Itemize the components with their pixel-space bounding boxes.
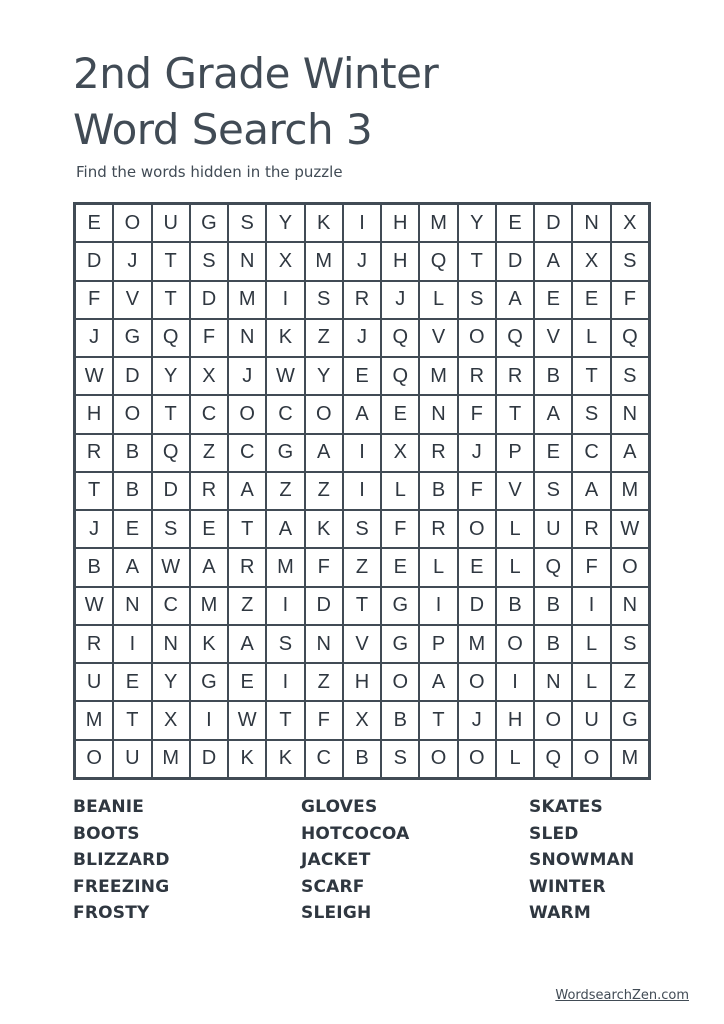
- grid-cell[interactable]: B: [535, 588, 571, 624]
- grid-cell[interactable]: U: [114, 741, 150, 777]
- word-item: WARM: [529, 903, 591, 923]
- grid-cell[interactable]: B: [535, 626, 571, 662]
- grid-cell[interactable]: V: [420, 320, 456, 356]
- grid-cell[interactable]: I: [114, 626, 150, 662]
- grid-cell[interactable]: H: [76, 396, 112, 432]
- grid-cell[interactable]: S: [535, 473, 571, 509]
- grid-cell[interactable]: O: [382, 664, 418, 700]
- grid-cell[interactable]: H: [497, 702, 533, 738]
- grid-cell[interactable]: S: [306, 282, 342, 318]
- grid-cell[interactable]: X: [153, 702, 189, 738]
- grid-cell[interactable]: X: [382, 435, 418, 471]
- grid-cell[interactable]: F: [612, 282, 648, 318]
- grid-cell[interactable]: M: [420, 358, 456, 394]
- grid-cell[interactable]: E: [459, 549, 495, 585]
- grid-cell[interactable]: V: [535, 320, 571, 356]
- grid-cell[interactable]: O: [497, 626, 533, 662]
- grid-cell[interactable]: H: [344, 664, 380, 700]
- grid-cell[interactable]: S: [267, 626, 303, 662]
- grid-cell[interactable]: I: [344, 205, 380, 241]
- grid-cell[interactable]: I: [344, 435, 380, 471]
- grid-cell[interactable]: G: [114, 320, 150, 356]
- grid-cell[interactable]: L: [497, 741, 533, 777]
- grid-cell[interactable]: A: [114, 549, 150, 585]
- grid-cell[interactable]: V: [497, 473, 533, 509]
- grid-cell[interactable]: B: [535, 358, 571, 394]
- grid-cell[interactable]: A: [229, 626, 265, 662]
- grid-cell[interactable]: A: [535, 396, 571, 432]
- grid-cell[interactable]: J: [459, 702, 495, 738]
- word-item: JACKET: [301, 850, 371, 870]
- grid-cell[interactable]: Q: [382, 358, 418, 394]
- grid-cell[interactable]: A: [535, 243, 571, 279]
- grid-cell[interactable]: U: [573, 702, 609, 738]
- grid-cell[interactable]: Q: [153, 435, 189, 471]
- grid-cell[interactable]: Q: [420, 243, 456, 279]
- grid-cell[interactable]: O: [114, 396, 150, 432]
- grid-cell[interactable]: S: [229, 205, 265, 241]
- grid-cell[interactable]: R: [229, 549, 265, 585]
- grid-cell[interactable]: Y: [306, 358, 342, 394]
- grid-cell[interactable]: X: [573, 243, 609, 279]
- grid-cell[interactable]: O: [612, 549, 648, 585]
- grid-cell[interactable]: C: [229, 435, 265, 471]
- grid-cell[interactable]: D: [191, 282, 227, 318]
- grid-cell[interactable]: C: [153, 588, 189, 624]
- grid-cell[interactable]: W: [612, 511, 648, 547]
- grid-cell[interactable]: F: [459, 473, 495, 509]
- grid-cell[interactable]: D: [153, 473, 189, 509]
- grid-cell[interactable]: Q: [497, 320, 533, 356]
- grid-cell[interactable]: D: [497, 243, 533, 279]
- grid-cell[interactable]: W: [153, 549, 189, 585]
- grid-cell[interactable]: J: [229, 358, 265, 394]
- title-line-2: Word Search 3: [73, 105, 373, 154]
- grid-cell[interactable]: Y: [267, 205, 303, 241]
- grid-cell[interactable]: A: [344, 396, 380, 432]
- grid-cell[interactable]: F: [306, 549, 342, 585]
- grid-cell[interactable]: T: [497, 396, 533, 432]
- grid-cell[interactable]: X: [191, 358, 227, 394]
- grid-cell[interactable]: S: [612, 243, 648, 279]
- grid-cell[interactable]: L: [497, 549, 533, 585]
- grid-cell[interactable]: A: [497, 282, 533, 318]
- grid-cell[interactable]: W: [76, 588, 112, 624]
- grid-cell[interactable]: E: [573, 282, 609, 318]
- grid-cell[interactable]: J: [344, 320, 380, 356]
- grid-cell[interactable]: E: [382, 396, 418, 432]
- grid-cell[interactable]: A: [229, 473, 265, 509]
- grid-cell[interactable]: L: [420, 549, 456, 585]
- grid-cell[interactable]: Z: [267, 473, 303, 509]
- grid-cell[interactable]: H: [382, 243, 418, 279]
- grid-cell[interactable]: F: [459, 396, 495, 432]
- word-list: [73, 794, 673, 934]
- grid-cell[interactable]: U: [76, 664, 112, 700]
- grid-cell[interactable]: J: [344, 243, 380, 279]
- subtitle: Find the words hidden in the puzzle: [76, 163, 343, 181]
- grid-cell[interactable]: T: [114, 702, 150, 738]
- grid-cell[interactable]: A: [306, 435, 342, 471]
- grid-cell[interactable]: V: [344, 626, 380, 662]
- website-link[interactable]: WordsearchZen.com: [555, 988, 689, 1003]
- grid-cell[interactable]: T: [153, 396, 189, 432]
- grid-cell[interactable]: D: [459, 588, 495, 624]
- page-title: [73, 46, 673, 158]
- word-item: HOTCOCOA: [301, 823, 410, 844]
- grid-cell[interactable]: J: [76, 320, 112, 356]
- grid-cell[interactable]: U: [535, 511, 571, 547]
- word-item: SLEIGH: [301, 903, 372, 923]
- grid-cell[interactable]: C: [267, 396, 303, 432]
- grid-cell[interactable]: E: [114, 511, 150, 547]
- grid-cell[interactable]: E: [191, 511, 227, 547]
- grid-cell[interactable]: I: [267, 588, 303, 624]
- grid-cell[interactable]: D: [191, 741, 227, 777]
- grid-cell[interactable]: Y: [459, 205, 495, 241]
- grid-cell[interactable]: B: [76, 549, 112, 585]
- grid-cell[interactable]: E: [344, 358, 380, 394]
- grid-cell[interactable]: B: [420, 473, 456, 509]
- grid-cell[interactable]: K: [191, 626, 227, 662]
- grid-cell[interactable]: N: [114, 588, 150, 624]
- grid-cell[interactable]: R: [76, 626, 112, 662]
- grid-cell[interactable]: B: [382, 702, 418, 738]
- grid-cell[interactable]: S: [459, 282, 495, 318]
- grid-cell[interactable]: O: [459, 664, 495, 700]
- grid-cell[interactable]: I: [573, 588, 609, 624]
- grid-cell[interactable]: W: [267, 358, 303, 394]
- grid-cell[interactable]: K: [267, 320, 303, 356]
- grid-cell[interactable]: O: [420, 741, 456, 777]
- grid-cell[interactable]: Y: [153, 358, 189, 394]
- grid-cell[interactable]: E: [535, 282, 571, 318]
- grid-cell[interactable]: B: [114, 473, 150, 509]
- grid-cell[interactable]: N: [612, 396, 648, 432]
- grid-cell[interactable]: D: [114, 358, 150, 394]
- grid-cell[interactable]: C: [573, 435, 609, 471]
- grid-cell[interactable]: K: [267, 741, 303, 777]
- word-column-2: [301, 794, 409, 927]
- grid-cell[interactable]: T: [229, 511, 265, 547]
- grid-cell[interactable]: R: [191, 473, 227, 509]
- grid-cell[interactable]: O: [459, 320, 495, 356]
- grid-cell[interactable]: N: [573, 205, 609, 241]
- grid-cell[interactable]: E: [229, 664, 265, 700]
- grid-cell[interactable]: M: [612, 741, 648, 777]
- grid-cell[interactable]: R: [497, 358, 533, 394]
- grid-cell[interactable]: B: [497, 588, 533, 624]
- grid-cell[interactable]: D: [306, 588, 342, 624]
- grid-cell[interactable]: T: [344, 588, 380, 624]
- grid-cell[interactable]: N: [229, 243, 265, 279]
- grid-cell[interactable]: M: [267, 549, 303, 585]
- grid-cell[interactable]: I: [497, 664, 533, 700]
- grid-cell[interactable]: G: [191, 205, 227, 241]
- grid-cell[interactable]: M: [306, 243, 342, 279]
- grid-cell[interactable]: N: [229, 320, 265, 356]
- grid-cell[interactable]: K: [229, 741, 265, 777]
- grid-cell[interactable]: B: [344, 741, 380, 777]
- grid-cell[interactable]: Q: [612, 320, 648, 356]
- grid-cell[interactable]: Y: [153, 664, 189, 700]
- grid-cell[interactable]: D: [76, 243, 112, 279]
- grid-cell[interactable]: E: [114, 664, 150, 700]
- grid-cell[interactable]: Q: [535, 741, 571, 777]
- grid-cell[interactable]: Q: [535, 549, 571, 585]
- grid-cell[interactable]: T: [573, 358, 609, 394]
- word-item: SCARF: [301, 876, 365, 897]
- grid-cell[interactable]: J: [76, 511, 112, 547]
- grid-cell[interactable]: I: [267, 282, 303, 318]
- word-item: FREEZING: [73, 876, 170, 897]
- grid-cell[interactable]: Z: [612, 664, 648, 700]
- grid-cell[interactable]: G: [267, 435, 303, 471]
- word-item: SNOWMAN: [529, 850, 635, 870]
- grid-cell[interactable]: P: [420, 626, 456, 662]
- grid-cell[interactable]: N: [612, 588, 648, 624]
- grid-cell[interactable]: L: [382, 473, 418, 509]
- grid-cell[interactable]: O: [306, 396, 342, 432]
- grid-cell[interactable]: K: [306, 205, 342, 241]
- grid-cell[interactable]: T: [459, 243, 495, 279]
- grid-cell[interactable]: Z: [306, 473, 342, 509]
- grid-cell[interactable]: J: [382, 282, 418, 318]
- title-line-1: 2nd Grade Winter: [73, 49, 439, 98]
- word-item: SLED: [529, 823, 579, 844]
- grid-cell[interactable]: O: [229, 396, 265, 432]
- grid-cell[interactable]: I: [344, 473, 380, 509]
- grid-cell[interactable]: N: [306, 626, 342, 662]
- grid-cell[interactable]: R: [459, 358, 495, 394]
- grid-cell[interactable]: S: [191, 243, 227, 279]
- grid-cell[interactable]: F: [382, 511, 418, 547]
- word-item: BOOTS: [73, 823, 140, 844]
- grid-cell[interactable]: M: [76, 702, 112, 738]
- grid-cell[interactable]: F: [76, 282, 112, 318]
- grid-cell[interactable]: M: [153, 741, 189, 777]
- word-item: GLOVES: [301, 797, 378, 817]
- grid-cell[interactable]: E: [535, 435, 571, 471]
- grid-cell[interactable]: A: [420, 664, 456, 700]
- grid-cell[interactable]: K: [306, 511, 342, 547]
- grid-cell[interactable]: O: [76, 741, 112, 777]
- grid-cell[interactable]: F: [306, 702, 342, 738]
- grid-cell[interactable]: R: [344, 282, 380, 318]
- grid-cell[interactable]: L: [573, 626, 609, 662]
- grid-cell[interactable]: G: [191, 664, 227, 700]
- grid-cell[interactable]: R: [573, 511, 609, 547]
- grid-cell[interactable]: T: [267, 702, 303, 738]
- grid-cell[interactable]: Z: [306, 320, 342, 356]
- grid-cell[interactable]: M: [229, 282, 265, 318]
- grid-cell[interactable]: T: [153, 243, 189, 279]
- grid-cell[interactable]: E: [497, 205, 533, 241]
- grid-cell[interactable]: R: [420, 435, 456, 471]
- grid-cell[interactable]: Z: [306, 664, 342, 700]
- word-column-3: [529, 794, 634, 927]
- grid-cell[interactable]: M: [191, 588, 227, 624]
- grid-cell[interactable]: C: [191, 396, 227, 432]
- grid-cell[interactable]: O: [114, 205, 150, 241]
- grid-cell[interactable]: S: [153, 511, 189, 547]
- grid-cell[interactable]: L: [573, 320, 609, 356]
- grid-cell[interactable]: Z: [344, 549, 380, 585]
- grid-cell[interactable]: Z: [229, 588, 265, 624]
- grid-cell[interactable]: J: [459, 435, 495, 471]
- grid-cell[interactable]: I: [267, 664, 303, 700]
- grid-cell[interactable]: A: [191, 549, 227, 585]
- grid-cell[interactable]: N: [535, 664, 571, 700]
- grid-cell[interactable]: S: [612, 358, 648, 394]
- grid-cell[interactable]: A: [612, 435, 648, 471]
- word-item: WINTER: [529, 876, 606, 897]
- grid-cell[interactable]: G: [382, 588, 418, 624]
- grid-cell[interactable]: X: [344, 702, 380, 738]
- grid-cell[interactable]: I: [191, 702, 227, 738]
- grid-cell[interactable]: T: [76, 473, 112, 509]
- grid-cell[interactable]: S: [612, 626, 648, 662]
- word-column-1: [73, 794, 170, 927]
- grid-cell[interactable]: L: [497, 511, 533, 547]
- grid-cell[interactable]: G: [382, 626, 418, 662]
- grid-cell[interactable]: M: [420, 205, 456, 241]
- grid-cell[interactable]: F: [573, 549, 609, 585]
- grid-cell[interactable]: R: [420, 511, 456, 547]
- grid-cell[interactable]: Q: [153, 320, 189, 356]
- grid-cell[interactable]: D: [535, 205, 571, 241]
- grid-cell[interactable]: P: [497, 435, 533, 471]
- grid-cell[interactable]: O: [459, 511, 495, 547]
- word-item: SKATES: [529, 797, 603, 817]
- grid-cell[interactable]: U: [153, 205, 189, 241]
- grid-cell[interactable]: W: [76, 358, 112, 394]
- grid-cell[interactable]: G: [612, 702, 648, 738]
- grid-cell[interactable]: A: [267, 511, 303, 547]
- grid-cell[interactable]: X: [267, 243, 303, 279]
- word-item: BEANIE: [73, 797, 145, 817]
- word-item: BLIZZARD: [73, 850, 170, 870]
- grid-cell[interactable]: Z: [191, 435, 227, 471]
- grid-cell[interactable]: A: [573, 473, 609, 509]
- grid-cell[interactable]: O: [535, 702, 571, 738]
- grid-cell[interactable]: X: [612, 205, 648, 241]
- grid-cell[interactable]: V: [114, 282, 150, 318]
- grid-cell[interactable]: M: [612, 473, 648, 509]
- grid-cell[interactable]: M: [459, 626, 495, 662]
- grid-cell[interactable]: N: [153, 626, 189, 662]
- grid-cell[interactable]: L: [420, 282, 456, 318]
- grid-cell[interactable]: C: [306, 741, 342, 777]
- grid-cell[interactable]: E: [76, 205, 112, 241]
- grid-cell[interactable]: O: [459, 741, 495, 777]
- grid-cell[interactable]: S: [573, 396, 609, 432]
- grid-cell[interactable]: J: [114, 243, 150, 279]
- grid-cell[interactable]: T: [153, 282, 189, 318]
- grid-cell[interactable]: Q: [382, 320, 418, 356]
- grid-cell[interactable]: E: [382, 549, 418, 585]
- grid-cell[interactable]: H: [382, 205, 418, 241]
- grid-cell[interactable]: O: [573, 741, 609, 777]
- grid-cell[interactable]: S: [344, 511, 380, 547]
- grid-cell[interactable]: S: [382, 741, 418, 777]
- grid-cell[interactable]: W: [229, 702, 265, 738]
- grid-cell[interactable]: R: [76, 435, 112, 471]
- grid-cell[interactable]: B: [114, 435, 150, 471]
- grid-cell[interactable]: I: [420, 588, 456, 624]
- grid-cell[interactable]: T: [420, 702, 456, 738]
- grid-cell[interactable]: F: [191, 320, 227, 356]
- grid-cell[interactable]: L: [573, 664, 609, 700]
- grid-cell[interactable]: N: [420, 396, 456, 432]
- word-search-grid: [73, 202, 651, 780]
- word-item: FROSTY: [73, 903, 150, 923]
